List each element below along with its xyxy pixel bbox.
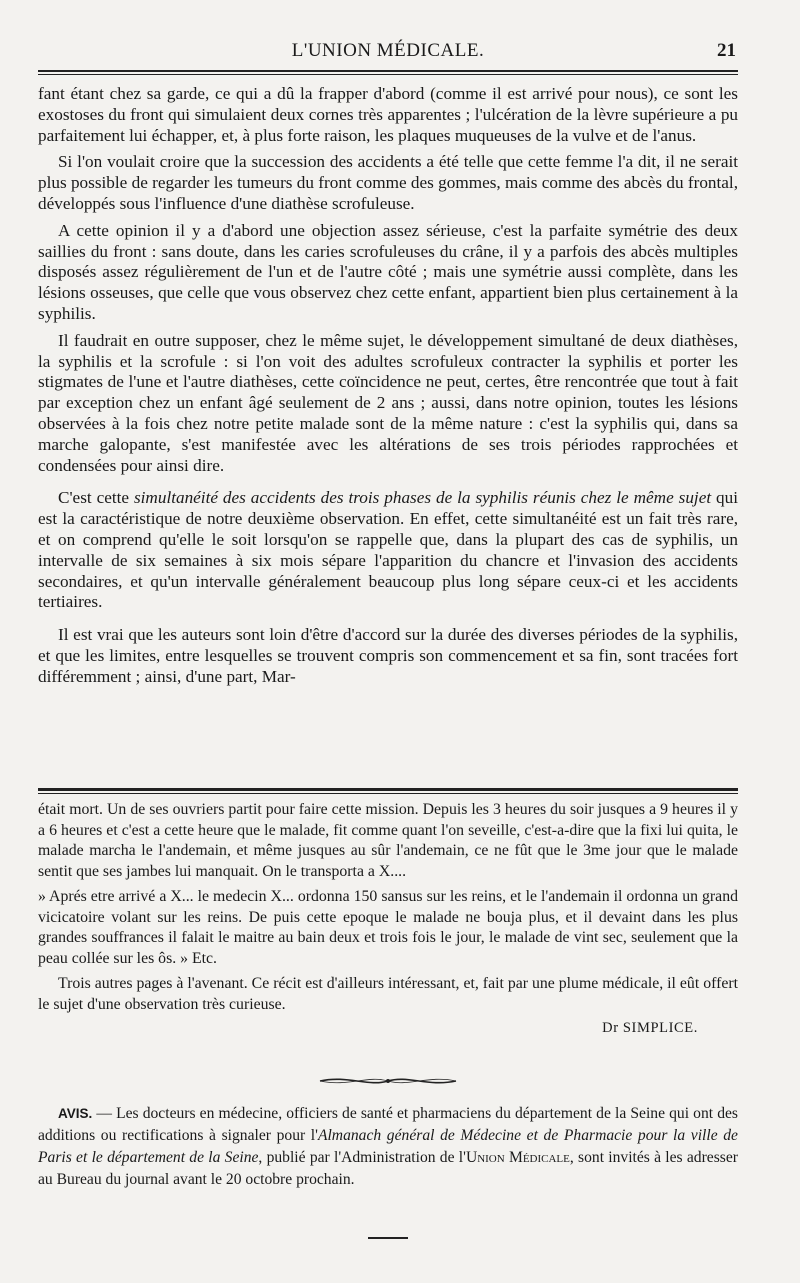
paragraph-5 bbox=[38, 488, 738, 613]
notice-paragraph bbox=[38, 1103, 738, 1191]
paragraph-6: Il est vrai que les auteurs sont loin d'être d'accord sur la durée des diverses périodes de la syphilis, et que les limites, entre lesquelles se trouvent compris son commencement et sa fin, sont tracées fort différemment ; ainsi, d'une part, Mar- bbox=[38, 625, 738, 686]
page bbox=[38, 0, 738, 1283]
paragraph-5-emphasis: simultanéité des accidents des trois phases de la syphilis réunis chez le même sujet bbox=[133, 488, 712, 508]
paragraph-3: A cette opinion il y a d'abord une objection assez sérieuse, c'est la parfaite symétrie des deux saillies du front : sans doute, dans les caries scrofuleuses du crâne, il y a parfois des abcès multiples disposés assez régulièrement de l'un et de l'autre côté ; mais une symétrie aussi complète, dans les lésions osseuses, que celle que vous observez chez cette enfant, appartient bien plus certainement à la syphilis. bbox=[38, 220, 738, 323]
feuilleton-paragraph-2: » Aprés etre arrivé a X... le medecin X... ordonna 150 sansus sur les reins, et le l'andemain il ordonna un grand vicicatoire volant sur les reins. De puis cette epoque le malade ne bouja plus, et il devaint dans les plus grandes souffrances il falait le maitre au bain deux et trois fois le jour, le malade de vint sec, seulement que la peau collée sur les ôs. » Etc. bbox=[38, 888, 738, 967]
notice-almanach-title: Almanach général de Médecine et de Pharmacie pour la ville de Paris et le département de la Seine bbox=[38, 1127, 738, 1166]
feuilleton bbox=[38, 800, 738, 1037]
paragraph-2: Si l'on voulait croire que la succession des accidents a été telle que cette femme l'a dit, il ne serait plus possible de regarder les tumeurs du front comme des gommes, mais comme des abcès du frontal, développés sous l'influence d'une diathèse scrofuleuse. bbox=[38, 152, 738, 213]
notice-lead: AVIS. bbox=[58, 1106, 93, 1121]
notice-journal-name: Union Médicale bbox=[465, 1149, 570, 1166]
main-article bbox=[38, 84, 738, 694]
paragraph-5-start: C'est cette bbox=[58, 488, 134, 508]
feuilleton-rule-thin bbox=[38, 793, 738, 794]
end-rule bbox=[368, 1237, 408, 1239]
paragraph-5-end: qui est la caractéristique de notre deuxième observation. En effet, cette simultanéité est un fait très rare, et on comprend qu'elle le soit lorsqu'on se rappelle que, dans la plupart des cas de syphilis, un intervalle de six semaines à six mois sépare l'apparition du chancre et l'invasion des accidents secondaires, et qu'un intervalle généralement beaucoup plus long sépare ceux-ci et les accidents tertiaires. bbox=[38, 488, 739, 612]
page-number: 21 bbox=[717, 40, 736, 61]
ornament-divider bbox=[318, 1073, 458, 1089]
feuilleton-rule bbox=[38, 788, 738, 791]
notice-text-1: — Les docteurs en médecine, officiers de santé et pharmaciens du département de la Seine qui ont des additions ou rectifications à signaler pour l' bbox=[38, 1105, 738, 1144]
header-rule bbox=[38, 70, 738, 72]
feuilleton-paragraph-3: Trois autres pages à l'avenant. Ce récit est d'ailleurs intéressant, et, fait par une plume médicale, il eût offert le sujet d'une observation très curieuse. bbox=[38, 975, 738, 1013]
journal-title: L'UNION MÉDICALE. bbox=[291, 40, 485, 61]
header-rule-thin bbox=[38, 74, 738, 75]
running-header bbox=[38, 36, 738, 66]
paragraph-1: fant étant chez sa garde, ce qui a dû la frapper d'abord (comme il est arrivé pour nous), ce sont les exostoses du front qui simulaient deux cornes très apparentes ; l'ulcération de la lèvre supérieure a pu parfaitement lui échapper, et, à plus forte raison, les plaques muqueuses de la vulve et de l'anus. bbox=[38, 84, 738, 145]
signature: Dr SIMPLICE. bbox=[602, 1020, 698, 1036]
notice-text-3: , sont invités à les adresser au Bureau du journal avant le 20 octobre prochain. bbox=[38, 1149, 738, 1188]
paragraph-4: Il faudrait en outre supposer, chez le même sujet, le développement simultané de deux diathèses, la syphilis et la scrofule : si l'on voit des adultes scrofuleux contracter la syphilis et porter les stigmates de l'une et l'autre diathèses, cette coïncidence ne peut, certes, être rencontrée que tout à fait par exception chez un enfant âgé seulement de 2 ans ; aussi, dans notre opinion, toutes les lésions observées à la fois chez notre petite malade sont de la même nature : c'est la syphilis qui, dans sa marche galopante, s'est manifestée avec les altérations de ses trois périodes rapprochées et condensées pour ainsi dire. bbox=[38, 330, 738, 475]
feuilleton-paragraph-1: était mort. Un de ses ouvriers partit pour faire cette mission. Depuis les 3 heures du soir jusques a 9 heures il y a 6 heures et c'est a cette heure que le malade, fit comme quant l'on seveille, c'est-a-dire que la fixi lui quita, le malade marcha le l'andemain, et même jusques au sûr l'andemain, ce ne fût que le 3me jour que le malade sentit que ses jambes lui manquait. On le transporta a X.... bbox=[38, 801, 738, 880]
notice-text-2: , publié par l'Administration de l' bbox=[258, 1149, 466, 1166]
notice bbox=[38, 1103, 738, 1191]
